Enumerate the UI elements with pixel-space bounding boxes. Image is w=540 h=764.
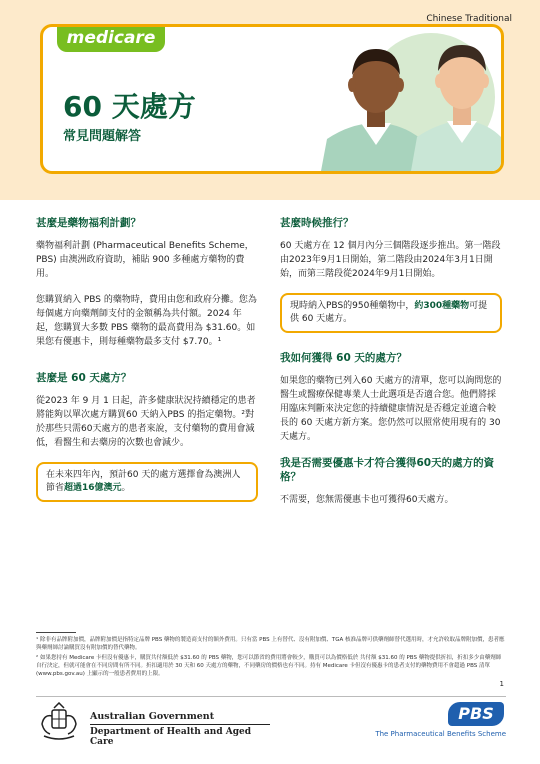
medicines-callout: 現時納入PBS的950種藥物中，約300種藥物可提供 60 天處方。: [280, 293, 502, 333]
footer-divider: [36, 696, 506, 697]
language-label: Chinese Traditional: [426, 14, 512, 24]
answer-text: 您購買納入 PBS 的藥物時，費用由您和政府分攤。您為每個處方向藥劑師支付的金額稱為共付額。2024 年起，您購買大多數 PBS 藥物的最高費用為 $31.60。如果您有優惠卡，則每種藥物最多支付 $7.70。¹: [36, 295, 257, 347]
pbs-logo: PBS: [448, 702, 504, 726]
medicare-logo: medicare: [57, 24, 165, 52]
answer-text: 如果您的藥物已列入60 天處方的清單，您可以詢問您的醫生或醫療保健專業人士此選項是否適合您。他們將採用臨床判斷來決定您的持續健康情況是否穩定並適合較長的 60 天處方新方案。您仍然可以照常使用現有的 30 天處方。: [280, 376, 502, 442]
left-column: [36, 216, 258, 520]
department-name: Department of Health and Aged Care: [90, 727, 252, 747]
people-illustration: [281, 27, 501, 171]
footnote-divider: [36, 632, 76, 633]
page-number: 1: [499, 680, 504, 688]
footnote-1: ¹ 除非有品牌附加價，品牌附加價是指特定品牌 PBS 藥物的製造商支付的額外費用。只有當 PBS 上有替代、沒有附加價、TGA 核准品牌可供藥劑師替代選用時，才允許收取品牌附加價，患者應與藥劑師討論購買沒有附加價的替代藥物。: [36, 637, 505, 651]
question-heading: 甚麼是藥物福利計劃？: [36, 217, 141, 229]
savings-callout: 在未來四年內，預計60 天的處方選擇會為澳洲人節省超過16億澳元。: [36, 462, 258, 502]
government-name: Australian Government: [90, 711, 215, 722]
question-heading: 甚麼是 60 天處方？: [36, 372, 132, 384]
coat-of-arms-icon: [36, 702, 82, 742]
government-logo: [36, 702, 276, 747]
answer-text: 60 天處方在 12 個月內分三個階段逐步推出。第一階段由2023年9月1日開始，第二階段由2024年3月1日開始，而第三階段從2024年9月1日開始。: [280, 241, 501, 279]
pbs-tagline: The Pharmaceutical Benefits Scheme: [375, 730, 506, 738]
right-column: [280, 216, 502, 519]
answer-text: 從2023 年 9 月 1 日起，許多健康狀況持續穩定的患者將能夠以單次處方購買60 天納入PBS 的指定藥物。²對於那些只需60天處方的患者來說，支付藥物的費用會減低，看醫生和去藥房的次數也會減少。: [36, 396, 256, 448]
pbs-logo-block: [374, 702, 506, 742]
question-heading: 甚麼時候推行？: [280, 217, 354, 229]
callout-highlight: 約300種藥物: [414, 301, 470, 311]
question-heading: 我是否需要優惠卡才符合獲得60天的處方的資格？: [280, 457, 495, 483]
footnote-2: ² 如果您持有 Medicare 卡但沒有優惠卡，購買共付額低於 $31.60 的 PBS 藥物，您可以節省的費用將會較少，購買可以為價格低於 共付額 $31.60 的 PBS 藥物提供折扣，折扣多少由藥劑師自行決定，但就可能會在不同房間有所不同。折扣適用於 30 天和 60 天處方的藥物，不同藥房的價格也有不同。持有 Medicare 卡但沒有優惠卡的患者支付的藥物費用不會超過 PBS 清單 (www.pbs.gov.au) 上顯示的一般患者費用的上限。: [36, 655, 502, 677]
page-subtitle: 常見問題解答: [63, 129, 142, 144]
question-heading: 我如何獲得 60 天的處方？: [280, 352, 407, 364]
answer-text: 藥物福利計劃 (Pharmaceutical Benefits Scheme，PBS) 由澳洲政府資助，補貼 900 多種處方藥物的費用。: [36, 241, 254, 279]
callout-highlight: 超過16億澳元: [64, 483, 122, 493]
answer-text: 不需要，您無需優惠卡也可獲得60天處方。: [280, 495, 454, 505]
hero-card: [40, 24, 504, 174]
page-title: 60 天處方: [63, 90, 196, 123]
